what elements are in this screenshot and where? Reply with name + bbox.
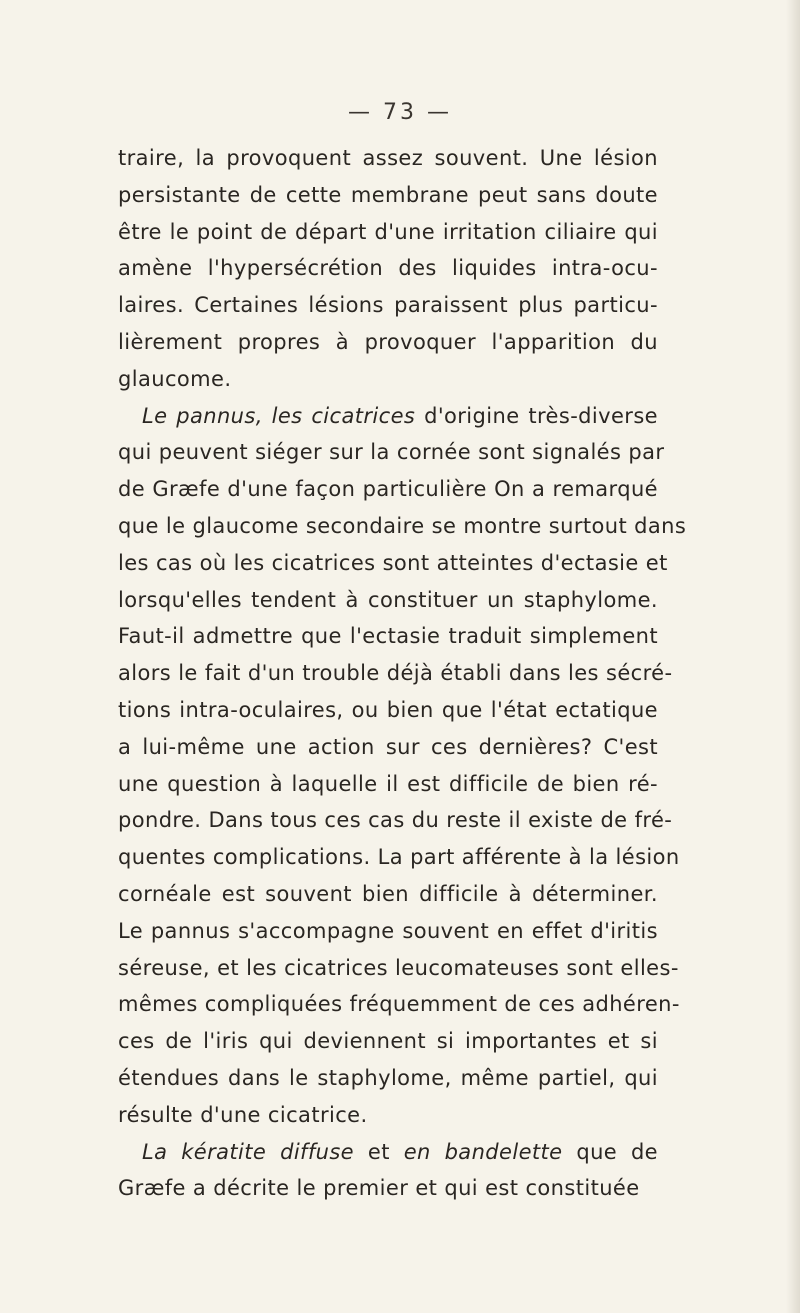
text-line [118, 1134, 658, 1171]
text-line [118, 177, 658, 214]
text-line [118, 398, 658, 435]
text-line [118, 692, 658, 729]
text-segment: étendues dans le staphylome, même partiel, qui [118, 1065, 658, 1090]
text-segment: une question à laquelle il est difficile de bien ré- [118, 771, 658, 796]
text-segment: lièrement propres à provoquer l'apparition du [118, 329, 658, 354]
text-line [118, 655, 673, 692]
text-line [118, 361, 658, 398]
text-segment: Faut-il admettre que l'ectasie traduit simplement [118, 624, 658, 649]
text-line [118, 250, 658, 287]
text-segment: pondre. Dans tous ces cas du reste il existe de fré- [118, 808, 673, 833]
text-segment: lorsqu'elles tendent à constituer un staphylome. [118, 587, 658, 612]
text-line [118, 876, 658, 913]
text-line [118, 508, 687, 545]
text-line [118, 950, 679, 987]
text-segment: ces de l'iris qui deviennent si importantes et si [118, 1029, 658, 1054]
text-segment: alors le fait d'un trouble déjà établi dans les sécré- [118, 661, 673, 686]
text-line [118, 618, 658, 655]
body-text [118, 140, 687, 1207]
text-segment: persistante de cette membrane peut sans doute [118, 182, 658, 207]
text-segment: mêmes compliquées fréquemment de ces adhéren- [118, 992, 680, 1017]
text-segment: de Græfe d'une façon particulière On a remarqué [118, 477, 658, 502]
text-line [118, 1170, 658, 1207]
text-line [118, 802, 673, 839]
text-line [118, 1097, 658, 1134]
text-segment: laires. Certaines lésions paraissent plus particu- [118, 293, 658, 318]
text-segment: a lui-même une action sur ces dernières? C'est [118, 734, 658, 759]
text-segment: être le point de départ d'une irritation ciliaire qui [118, 219, 658, 244]
text-segment: résulte d'une cicatrice. [118, 1102, 368, 1127]
italic-text: en bandelette [403, 1139, 563, 1164]
text-segment: Græfe a décrite le premier et qui est constituée [118, 1176, 640, 1201]
text-line [118, 582, 658, 619]
text-segment: qui peuvent siéger sur la cornée sont signalés par [118, 440, 665, 465]
text-segment: quentes complications. La part afférente à la lésion [118, 845, 680, 870]
text-line [118, 471, 658, 508]
text-segment: cornéale est souvent bien difficile à déterminer. [118, 881, 658, 906]
text-line [118, 729, 658, 766]
text-line [118, 766, 658, 803]
text-segment: Le pannus s'accompagne souvent en effet d'iritis [118, 918, 658, 943]
text-segment: que de [562, 1139, 659, 1164]
text-line [118, 214, 658, 251]
page-number: — 73 — [348, 100, 452, 125]
text-line [118, 913, 658, 950]
text-segment: d'origine très-diverse [415, 403, 658, 428]
text-segment: traire, la provoquent assez souvent. Une lésion [118, 146, 658, 170]
page-edge-shadow [786, 0, 800, 1313]
text-segment: tions intra-oculaires, ou bien que l'état ectatique [118, 697, 658, 722]
text-line [118, 287, 658, 324]
italic-text: La kératite diffuse [142, 1139, 355, 1164]
text-segment: et [354, 1139, 404, 1164]
text-line [118, 545, 668, 582]
text-line [118, 1023, 658, 1060]
text-segment: glaucome. [118, 366, 232, 391]
text-segment: que le glaucome secondaire se montre surtout dans [118, 513, 687, 538]
text-line [118, 140, 658, 177]
text-segment: les cas où les cicatrices sont atteintes d'ectasie et [118, 550, 668, 575]
text-line [118, 1060, 658, 1097]
italic-text: Le pannus, les cicatrices [142, 403, 416, 428]
text-line [118, 434, 665, 471]
text-segment: amène l'hypersécrétion des liquides intra-ocu- [118, 256, 658, 281]
text-line [118, 324, 658, 361]
text-line [118, 839, 680, 876]
text-segment: séreuse, et les cicatrices leucomateuses sont elles- [118, 955, 679, 980]
text-line [118, 986, 680, 1023]
